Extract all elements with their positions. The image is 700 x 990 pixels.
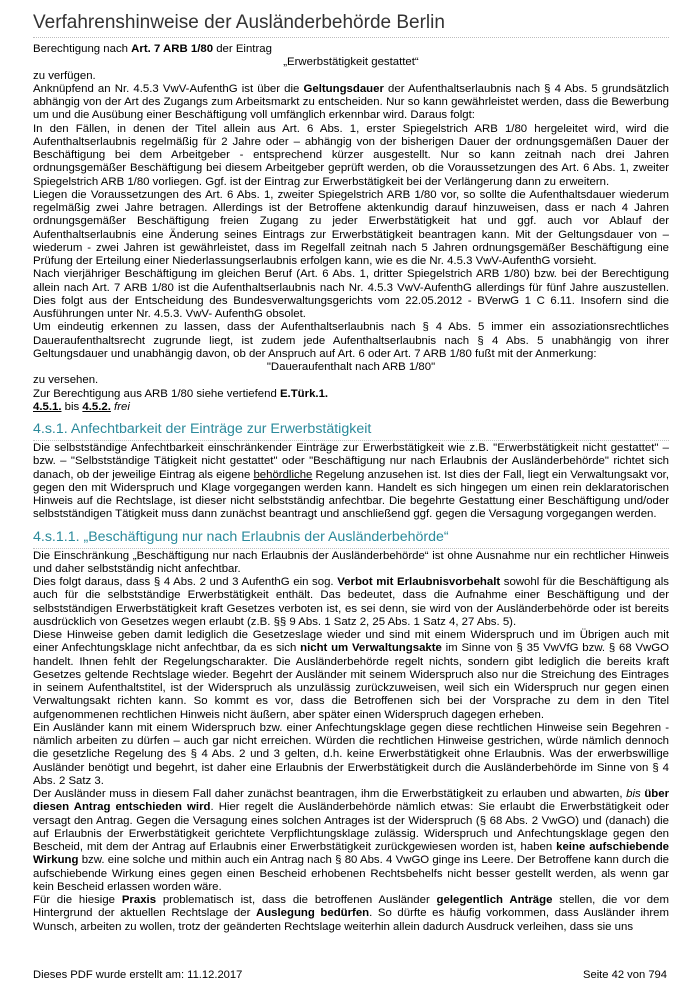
- section-heading-4s11: 4.s.1.1. „Beschäftigung nur nach Erlaubnis der Ausländerbehörde“: [33, 528, 449, 545]
- paragraph: Für die hiesige Praxis problematisch ist, dass die betroffenen Ausländer gelegentlich Anträge stellen, die vor dem Hintergrund der aktuellen Rechtslage der Auslegung bedürfen. So dürfte es häufig vorkommen, dass Ausländer ihrem Wunsch, arbeiten zu wollen, trotz der geänderten Rechtslage weiterhin allein dadurch Ausdruck verleihen, dass sie uns: [33, 894, 669, 933]
- intro-line-2: zu verfügen.: [33, 69, 96, 82]
- paragraph: Die Einschränkung „Beschäftigung nur nach Erlaubnis der Ausländerbehörde“ ist ohne Ausnahme nur ein rechtlicher Hinweis und daher selbstständig nicht anfechtbar.: [33, 549, 669, 575]
- paragraph: Um eindeutig erkennen zu lassen, dass der Aufenthaltserlaubnis nach § 4 Abs. 5 immer ein assoziationsrechtliches Daueraufenthaltsrecht zugrunde liegt, ist zudem jede Aufenthaltserlaubnis nach § 4 Abs. 5 unabhängig von ihrer Geltungsdauer und unabhängig davon, ob der Anspruch auf Art. 6 oder Art. 7 ARB 1/80 fußt mit der Anmerkung:: [33, 321, 669, 360]
- paragraph: In den Fällen, in denen der Titel allein aus Art. 6 Abs. 1, erster Spiegelstrich ARB 1/80 hergeleitet wird, wird die Aufenthaltserlaubnis regelmäßig für 2 Jahre oder – abhängig von der bisherigen Dauer der ordnungsgemäßen Dauer der Beschäftigung bei dem Arbeitgeber - entsprechend kürzer ausgestellt. Nur so kann zeitnah nach drei Jahren ordnungsgemäßer Beschäftigung bei diesem Arbeitgeber geprüft werden, ob die Voraussetzungen des Art. 6 Abs. 1, zweiter Spiegelstrich ARB 1/80 vorliegen. Ggf. ist der Eintrag zur Erwerbstätigkeit bei der Verlängerung dann zu erweitern.: [33, 122, 669, 188]
- page-title: Verfahrenshinweise der Ausländerbehörde Berlin: [33, 12, 445, 33]
- cross-reference-2: 4.5.1. bis 4.5.2. frei: [33, 400, 130, 413]
- paragraph: Liegen die Voraussetzungen des Art. 6 Abs. 1, zweiter Spiegelstrich ARB 1/80 vor, so sollte die Aufenthaltsdauer wiederum regelmäßig zwei Jahre betragen. Allerdings ist der Betroffene aktenkundig darauf hinzuweisen, dass er nach 4 Jahren ordnungsgemäßer Beschäftigung freien Zugang zu jeder Erwerbstätigkeit hat und ggf. auch vor Ablauf der Aufenthaltserlaubnis eine Änderung seines Eintrags zur Erwerbstätigkeit beantragen kann. Mit der Geltungsdauer von – wiederum - zwei Jahren ist gewährleistet, dass im Regelfall zeitnah nach 5 Jahren ordnungsgemäßer Beschäftigung eine Prüfung der Erteilung einer Niederlassungserlaubnis erfolgen kann, wie es die Nr. 4.5.3 VwV-AufenthG vorsieht.: [33, 188, 669, 267]
- paragraph: Diese Hinweise geben damit lediglich die Gesetzeslage wieder und sind mit einem Widerspruch und im Übrigen auch mit einer Anfechtungsklage nicht anfechtbar, da es sich nicht um Verwaltungsakte im Sinne von § 35 VwVfG bzw. § 68 VwGO handelt. Ihnen fehlt der Regelungscharakter. Die Ausländerbehörde regelt nichts, sondern gibt lediglich die bereits kraft Gesetzes geltende Rechtslage wieder. Begehrt der Ausländer mit seinem Widerspruch also nur die Streichung des Eintrages in seinem Aufenthaltstitel, ist der Widerspruch als unzulässig zurückzuweisen, weil sich ein Widerspruch nur gegen einen Verwaltungsakt richten kann. So kommt es vor, dass die Betroffenen sich bei der Vorsprache zu dem in den Titel aufgenommenen rechtlichen Hinweis nicht äußern, aber später einen Widerspruch dagegen erheben.: [33, 629, 669, 721]
- quote-erwerbstaetigkeit: „Erwerbstätigkeit gestattet“: [283, 56, 419, 69]
- section-divider: [33, 440, 669, 441]
- reference-link-451[interactable]: 4.5.1.: [33, 400, 62, 413]
- section-heading-4s1: 4.s.1. Anfechtbarkeit der Einträge zur Erwerbstätigkeit: [33, 421, 372, 437]
- intro-line: Berechtigung nach Art. 7 ARB 1/80 der Eintrag: [33, 43, 272, 55]
- paragraph: Der Ausländer muss in diesem Fall daher zunächst beantragen, ihm die Erwerbstätigkeit zu erlauben und abwarten, bis über diesen Antrag entschieden wird. Hier regelt die Ausländerbehörde nämlich etwas: Sie erlaubt die Erwerbstätigkeit oder versagt den Antrag. Gegen die Versagung eines solchen Antrages ist der Widerspruch (§ 68 Abs. 2 VwGO) und (danach) die auf Erlaubnis der Erwerbstätigkeit gerichtete Verpflichtungsklage zulässig. Widerspruch und Anfechtungsklage gegen den Bescheid, mit dem der Antrag auf Erlaubnis einer Erwerbstätigkeit zurückgewiesen worden ist, haben keine aufschiebende Wirkung bzw. eine solche und mithin auch ein Antrag nach § 80 Abs. 4 VwGO ginge ins Leere. Der Betroffene kann durch die aufschiebende Wirkung eines gegen einen Bescheid erhobenen Rechtsbehelfs nicht besser gestellt werden, als wenn gar kein Bescheid erlassen worden wäre.: [33, 788, 669, 893]
- quote-daueraufenthalt: "Daueraufenthalt nach ARB 1/80": [266, 361, 436, 373]
- paragraph: Ein Ausländer kann mit einem Widerspruch bzw. einer Anfechtungsklage gegen diese rechtlichen Hinweise sein Begehren - nämlich arbeiten zu dürfen – auch gar nicht erreichen. Würden die rechtlichen Hinweise gestrichen, würde nämlich dennoch die gesetzliche Regelung des § 4 Abs. 2 und 3 gelten, d.h. keine Erwerbstätigkeit ohne Erlaubnis. Was der erwerbswillige Ausländer benötigt und begehrt, ist daher eine Erlaubnis der Erwerbstätigkeit durch die Ausländerbehörde im Sinne von § 4 Abs. 2 Satz 3.: [33, 721, 669, 787]
- paragraph: Dies folgt daraus, dass § 4 Abs. 2 und 3 AufenthG ein sog. Verbot mit Erlaubnisvorbehalt sowohl für die Beschäftigung als auch für die selbstständige Erwerbstätigkeit enthält. Das bedeutet, dass die Aufnahme einer Beschäftigung und der selbstständigen Erwerbstätigkeit kraft Gesetzes verboten ist, es sei denn, sie wird von der Ausländerbehörde oder ist bereits ausdrücklich von Gesetzes wegen erlaubt (z.B. §§ 9 Abs. 1 Satz 2, 25 Abs. 1 Satz 4, 27 Abs. 5).: [33, 576, 669, 628]
- reference-link[interactable]: E.Türk.1.: [279, 387, 329, 400]
- title-divider: [33, 37, 669, 38]
- footer-created-date: Dieses PDF wurde erstellt am: 11.12.2017: [33, 969, 243, 981]
- footer-page-number: Seite 42 von 794: [583, 969, 667, 981]
- section-divider: [33, 548, 669, 549]
- paragraph: Die selbstständige Anfechtbarkeit einschränkender Einträge zur Erwerbstätigkeit wie z.B. "Erwerbstätigkeit nicht gestattet" – bzw. – "Selbstständige Tätigkeit nicht gestattet" oder "Beschäftigung nur nach Erlaubnis der Ausländerbehörde" richtet sich danach, ob der jeweilige Eintrag als eigene behördliche Regelung anzusehen ist. Ist dies der Fall, liegt ein Verwaltungsakt vor, gegen den mit Widerspruch und Klage vorgegangen werden kann. Handelt es sich hingegen um einen rein deklaratorischen Hinweis auf die Rechtslage, ist dieser nicht selbstständig anfechtbar. Die begehrte Gestattung einer Beschäftigung und/oder selbstständigen Tätigkeit muss dann zunächst beantragt und anschließend ggf. gegen die Versagung vorgegangen werden.: [33, 442, 669, 521]
- paragraph: Anknüpfend an Nr. 4.5.3 VwV-AufenthG ist über die Geltungsdauer der Aufenthaltserlaubnis nach § 4 Abs. 5 grundsätzlich abhängig von der Art des Zugangs zum Arbeitsmarkt zu entscheiden. Nur so kann gewährleistet werden, dass die Bewerbung um und die Ausübung einer Beschäftigung voll umfänglich erkennbar wird. Daraus folgt:: [33, 82, 669, 122]
- cross-reference: Zur Berechtigung aus ARB 1/80 siehe vertiefend E.Türk.1.: [33, 387, 329, 400]
- document-body: [33, 43, 669, 934]
- intro-line-3: zu versehen.: [33, 374, 99, 387]
- reference-link-452[interactable]: 4.5.2.: [82, 400, 111, 413]
- paragraph: Nach vierjähriger Beschäftigung im gleichen Beruf (Art. 6 Abs. 1, dritter Spiegelstrich ARB 1/80) bzw. bei der Berechtigung allein nach Art. 7 ARB 1/80 ist die Aufenthaltserlaubnis nach Nr. 4.5.3 VwV-AufenthG allerdings für fünf Jahre auszustellen. Dies folgt aus der Entscheidung des Bundesverwaltungsgerichts vom 22.05.2012 - BVerwG 1 C 6.11. Insofern sind die Ausführungen unter Nr. 4.5.3. VwV- AufenthG obsolet.: [33, 268, 669, 320]
